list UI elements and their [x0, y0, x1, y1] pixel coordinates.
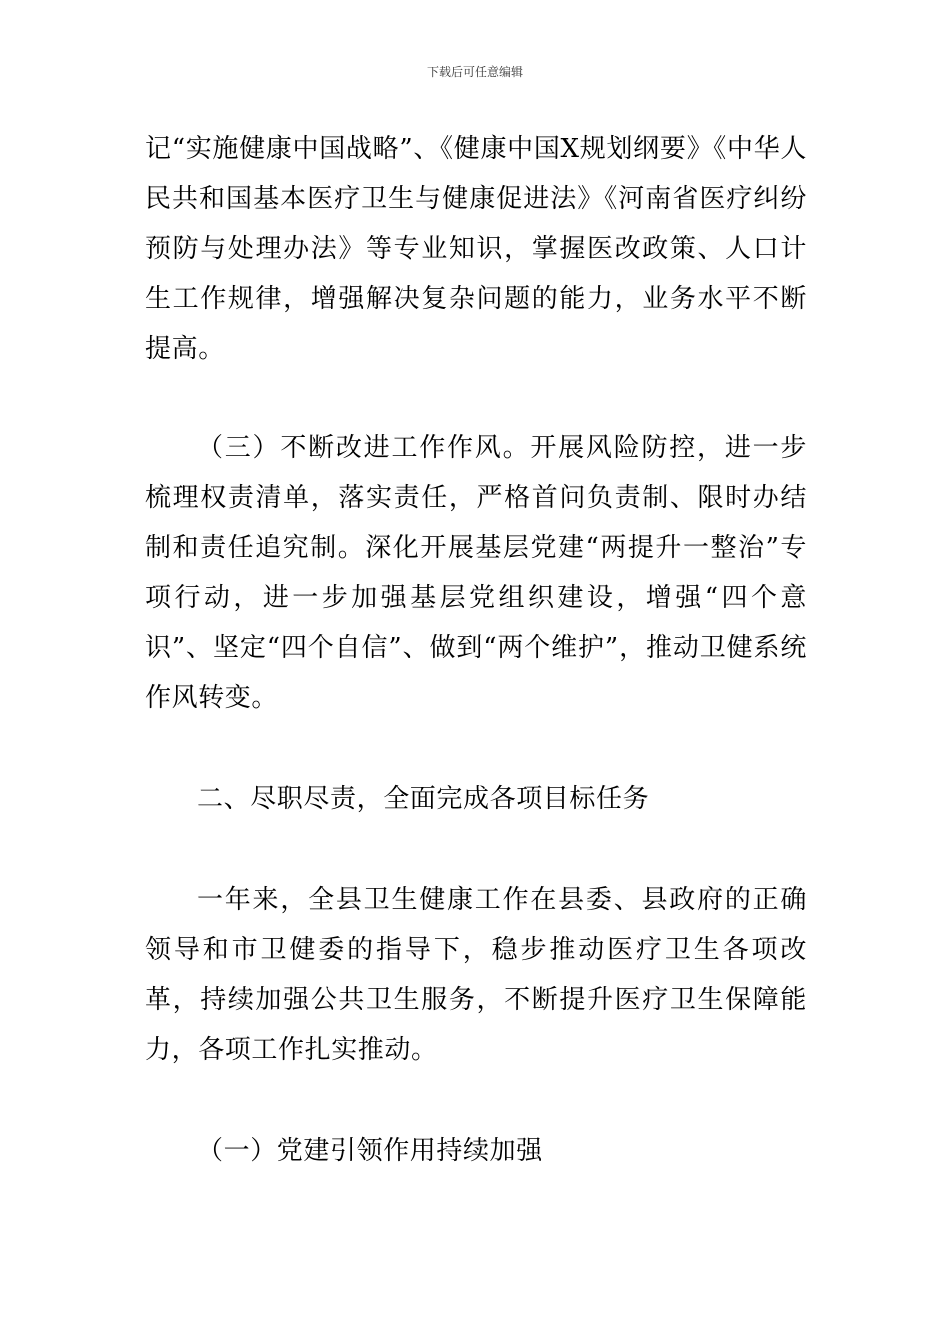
- paragraph-continued: 记“实施健康中国战略”、《健康中国X规划纲要》《中华人民共和国基本医疗卫生与健康促进法》《河南省医疗纠纷预防与处理办法》等专业知识，掌握医改政策、人口计生工作规律，增强解决复杂问题的能力，业务水平不断提高。: [145, 134, 807, 364]
- subsection-heading: （一）党建引领作用持续加强: [197, 1136, 543, 1166]
- section-heading: 二、尽职尽责，全面完成各项目标任务: [197, 784, 650, 814]
- paragraph-annual-summary: 一年来，全县卫生健康工作在县委、县政府的正确领导和市卫健委的指导下，稳步推动医疗卫生各项改革，持续加强公共卫生服务，不断提升医疗卫生保障能力，各项工作扎实推动。: [145, 885, 807, 1065]
- header-note: 下载后可任意编辑: [426, 65, 523, 79]
- paragraph-work-style: （三）不断改进工作作风。开展风险防控，进一步梳理权责清单，落实责任，严格首问负责制、限时办结制和责任追究制。深化开展基层党建“两提升一整治”专项行动，进一步加强基层党组织建设，增强“四个意识”、坚定“四个自信”、做到“两个维护”，推动卫健系统作风转变。: [145, 433, 807, 713]
- document-body: [145, 124, 807, 1176]
